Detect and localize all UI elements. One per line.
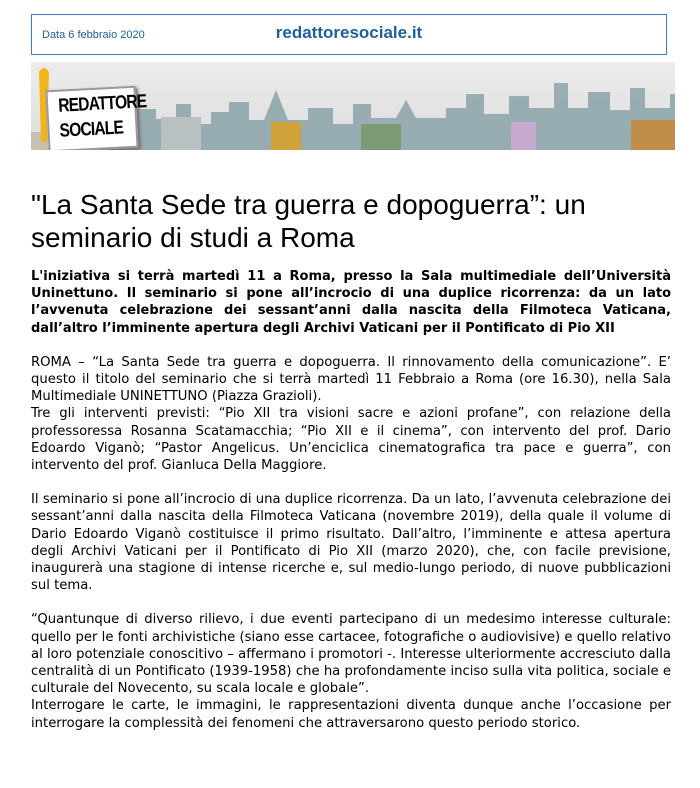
redattore-sociale-logo: REDATTORE SOCIALE bbox=[45, 86, 138, 150]
source-header bbox=[31, 14, 667, 55]
article-title: "La Santa Sede tra guerra e dopoguerra”: un seminario di studi a Roma bbox=[31, 189, 586, 253]
article-body bbox=[31, 268, 671, 749]
paragraph: Il seminario si pone all’incrocio di una duplice ricorrenza. Da un lato, l’avvenuta celebrazione dei sessant’anni dalla nascita della Filmoteca Vaticana (novembre 2019), della quale il volume di Dario Edoardo Viganò costituisce il primo risultato. Dall’altro, l’imminente e attesa apertura degli Archivi Vaticani per il Pontificato di Pio XII (marzo 2020), che, con facile previsione, inaugurerà una stagione di intense ricerche e, sul medio-lungo periodo, di nuove pubblicazioni sul tema. bbox=[31, 492, 671, 594]
site-name: redattoresociale.it bbox=[275, 23, 423, 42]
masthead-banner bbox=[31, 62, 675, 150]
article-lead: L'iniziativa si terrà martedì 11 a Roma, presso la Sala multimediale dell’Università Uninettuno. Il seminario si pone all’incrocio di una duplice ricorrenza: da un lato l’avvenuta celebrazione dei sessant’anni dalla nascita della Filmoteca Vaticana, dall’altro l’imminente apertura degli Archivi Vaticani per il Pontificato di Pio XII bbox=[31, 269, 671, 336]
paragraph: “Quantunque di diverso rilievo, i due eventi partecipano di un medesimo interesse culturale: quello per le fonti archivistiche (siano esse cartacee, fotografiche o audiovisive) e quello relativo al loro potenziale conoscitivo – affermano i promotori -. Interesse ulteriormente accresciuto dalla centralità di un Pontificato (1939-1958) che ha profondamente inciso sulla vita politica, sociale e culturale del Novecento, su scala locale e globale”. Interrogare le carte, le immagini, le rappresentazioni diventa dunque anche l’occasione per interrogare la complessità dei fenomeni che attraversarono questo periodo storico. bbox=[31, 612, 671, 731]
publication-date: Data 6 febbraio 2020 bbox=[42, 29, 145, 41]
paragraph: ROMA – “La Santa Sede tra guerra e dopoguerra. Il rinnovamento della comunicazione”. E’ questo il titolo del seminario che si terrà martedì 11 Febbraio a Roma (ore 16.30), nella Sala Multimediale UNINETTUNO (Piazza Grazioli). Tre gli interventi previsti: “Pio XII tra visioni sacre e azioni profane”, con relazione della professoressa Rosanna Scatamacchia; “Pio XII e il cinema”, con intervento del prof. Dario Edoardo Viganò; “Pastor Angelicus. Un’enciclica cinematografica tra pace e guerra”, con intervento del prof. Gianluca Della Maggiore. bbox=[31, 354, 671, 474]
